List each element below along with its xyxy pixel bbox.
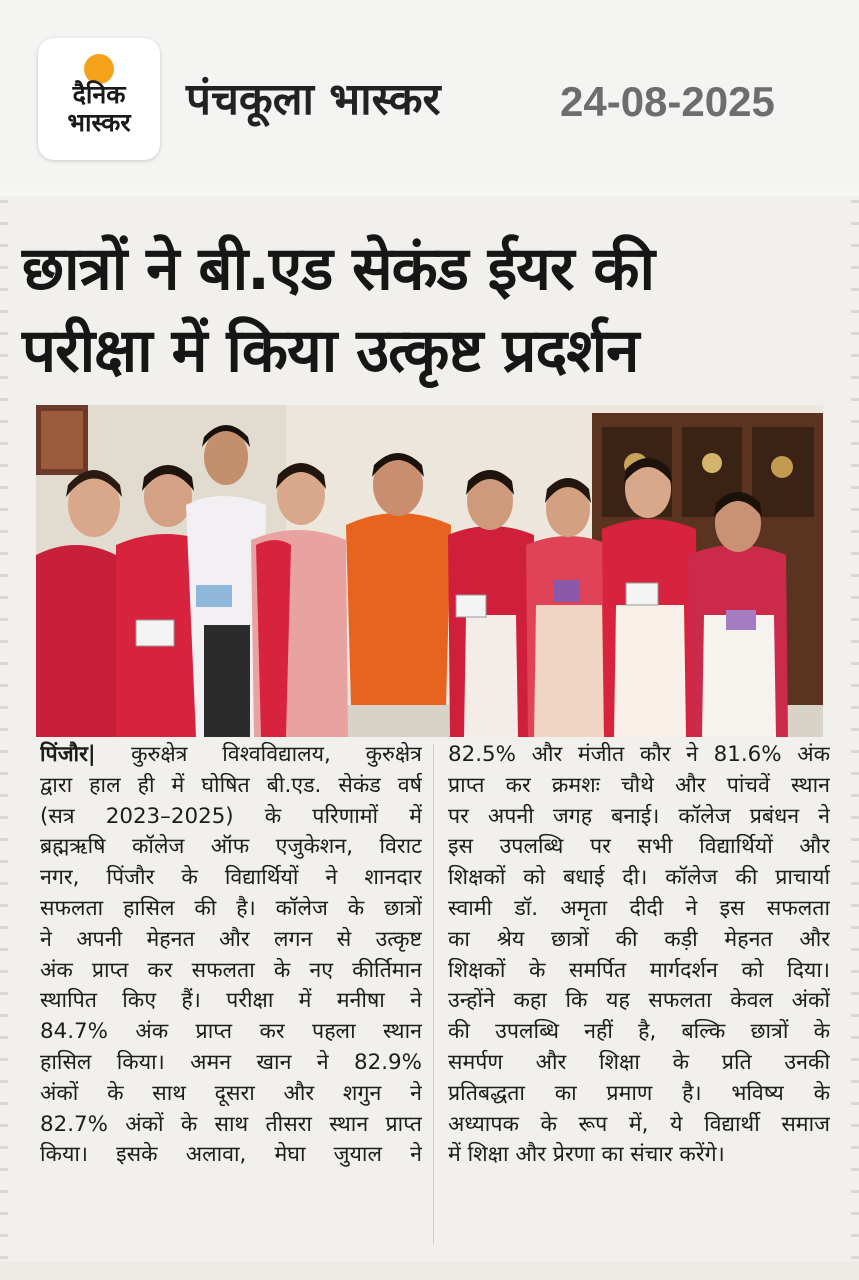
edition-date: 24-08-2025 xyxy=(560,78,775,125)
article-line: की उपलब्धि नहीं है, बल्कि छात्रों के xyxy=(448,1019,830,1045)
article-headline xyxy=(22,228,832,392)
article-photo[interactable] xyxy=(36,405,823,737)
clipping-bottom-edge xyxy=(0,1262,859,1280)
article-line: द्वारा हाल ही में घोषित बी.एड. सेकंड वर्ष xyxy=(40,772,422,798)
article-line: ने अपनी मेहनत और लगन से उत्कृष्ट xyxy=(40,926,422,952)
article-line: उन्होंने कहा कि यह सफलता केवल अंकों xyxy=(448,988,830,1014)
article-line: प्रतिबद्धता का प्रमाण है। भविष्य के xyxy=(448,1080,830,1106)
logo-text-line2: भास्कर xyxy=(67,108,131,137)
edition-title: पंचकूला भास्कर xyxy=(186,74,441,125)
dainik-bhaskar-logo[interactable] xyxy=(38,38,160,160)
article-line: 82.7% अंकों के साथ तीसरा स्थान प्राप्त xyxy=(40,1111,422,1137)
article-line: समर्पण और शिक्षा के प्रति उनकी xyxy=(448,1049,830,1075)
article-line: स्थापित किए हैं। परीक्षा में मनीषा ने xyxy=(40,988,422,1014)
article-line: अंक प्राप्त कर सफलता के नए कीर्तिमान xyxy=(40,957,422,983)
article-line: हासिल किया। अमन खान ने 82.9% xyxy=(40,1049,422,1075)
clipping-left-edge xyxy=(0,200,8,1280)
column-divider xyxy=(433,744,434,1244)
group-photo-illustration xyxy=(36,405,823,737)
clipping-right-edge xyxy=(851,200,859,1280)
article-line: स्वामी डॉ. अमृता दीदी ने इस सफलता xyxy=(448,895,830,921)
article-line: शिक्षकों को बधाई दी। कॉलेज की प्राचार्या xyxy=(448,865,830,891)
article-line-text: कुरुक्षेत्र विश्वविद्यालय, कुरुक्षेत्र xyxy=(131,742,422,767)
article-line: सफलता हासिल की है। कॉलेज के छात्रों xyxy=(40,895,422,921)
article-column-left xyxy=(40,740,422,1171)
dateline: पिंजौर| xyxy=(40,742,132,767)
article-line xyxy=(40,740,422,771)
article-column-right xyxy=(448,740,830,1171)
article-line: ब्रह्मऋषि कॉलेज ऑफ एजुकेशन, विराट xyxy=(40,834,422,860)
article-line: प्राप्त कर क्रमशः चौथे और पांचवें स्थान xyxy=(448,772,830,798)
article-line: इस उपलब्धि पर सभी विद्यार्थियों और xyxy=(448,834,830,860)
app-header xyxy=(0,0,859,190)
article-line: (सत्र 2023–2025) के परिणामों में xyxy=(40,803,422,829)
article-line: नगर, पिंजौर के विद्यार्थियों ने शानदार xyxy=(40,865,422,891)
article-line: अंकों के साथ दूसरा और शगुन ने xyxy=(40,1080,422,1106)
article-line: का श्रेय छात्रों की कड़ी मेहनत और xyxy=(448,926,830,952)
article-line: में शिक्षा और प्रेरणा का संचार करेंगे। xyxy=(448,1142,725,1168)
article-line: किया। इसके अलावा, मेघा जुयाल ने xyxy=(40,1142,422,1168)
headline-line-1: छात्रों ने बी.एड सेकंड ईयर की xyxy=(22,234,655,304)
article-line: पर अपनी जगह बनाई। कॉलेज प्रबंधन ने xyxy=(448,803,830,829)
article-line: शिक्षकों के समर्पित मार्गदर्शन को दिया। xyxy=(448,957,830,983)
article-line: अध्यापक के रूप में, ये विद्यार्थी समाज xyxy=(448,1111,830,1137)
article-line: 82.5% और मंजीत कौर ने 81.6% अंक xyxy=(448,742,830,767)
logo-text-line1: दैनिक xyxy=(72,80,126,109)
article-line: 84.7% अंक प्राप्त कर पहला स्थान xyxy=(40,1019,422,1045)
headline-line-2: परीक्षा में किया उत्कृष्ट प्रदर्शन xyxy=(22,316,639,386)
